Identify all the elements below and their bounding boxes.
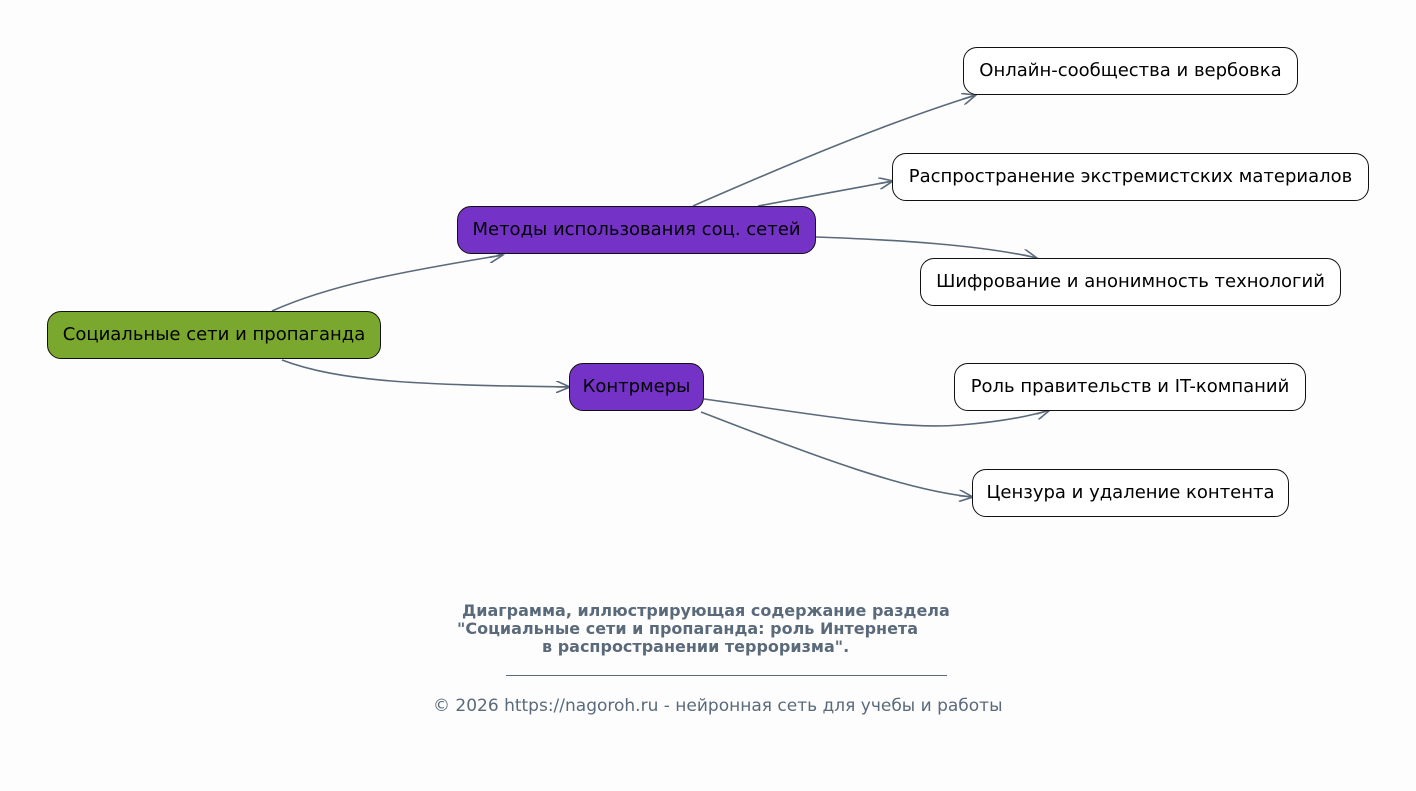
extremist-materials-node: Распространение экстремистских материалов	[892, 153, 1369, 201]
edge-methods-to-extremist-materials	[758, 181, 893, 206]
edge-countermeasures-to-censorship	[701, 412, 973, 497]
caption-line-2: "Социальные сети и пропаганда: роль Интернета	[457, 619, 918, 638]
edge-methods-to-encryption	[816, 237, 1037, 258]
censorship-node: Цензура и удаление контента	[972, 469, 1289, 517]
countermeasures-node: Контрмеры	[569, 363, 704, 411]
caption-divider	[506, 675, 947, 676]
caption-line-1: Диаграмма, иллюстрирующая содержание раздела	[462, 601, 950, 620]
edge-root-to-countermeasures	[282, 360, 570, 387]
encryption-node: Шифрование и анонимность технологий	[920, 258, 1341, 306]
government-role-node: Роль правительств и IT-компаний	[954, 363, 1306, 411]
caption-line-3: в распространении терроризма".	[542, 637, 850, 656]
methods-node: Методы использования соц. сетей	[457, 206, 816, 254]
online-communities-node: Онлайн-сообщества и вербовка	[963, 47, 1298, 95]
edge-root-to-methods	[272, 255, 503, 311]
root-node: Социальные сети и пропаганда	[47, 311, 381, 359]
footer-copyright: © 2026 https://nagoroh.ru - нейронная сеть для учебы и работы	[433, 696, 1003, 716]
